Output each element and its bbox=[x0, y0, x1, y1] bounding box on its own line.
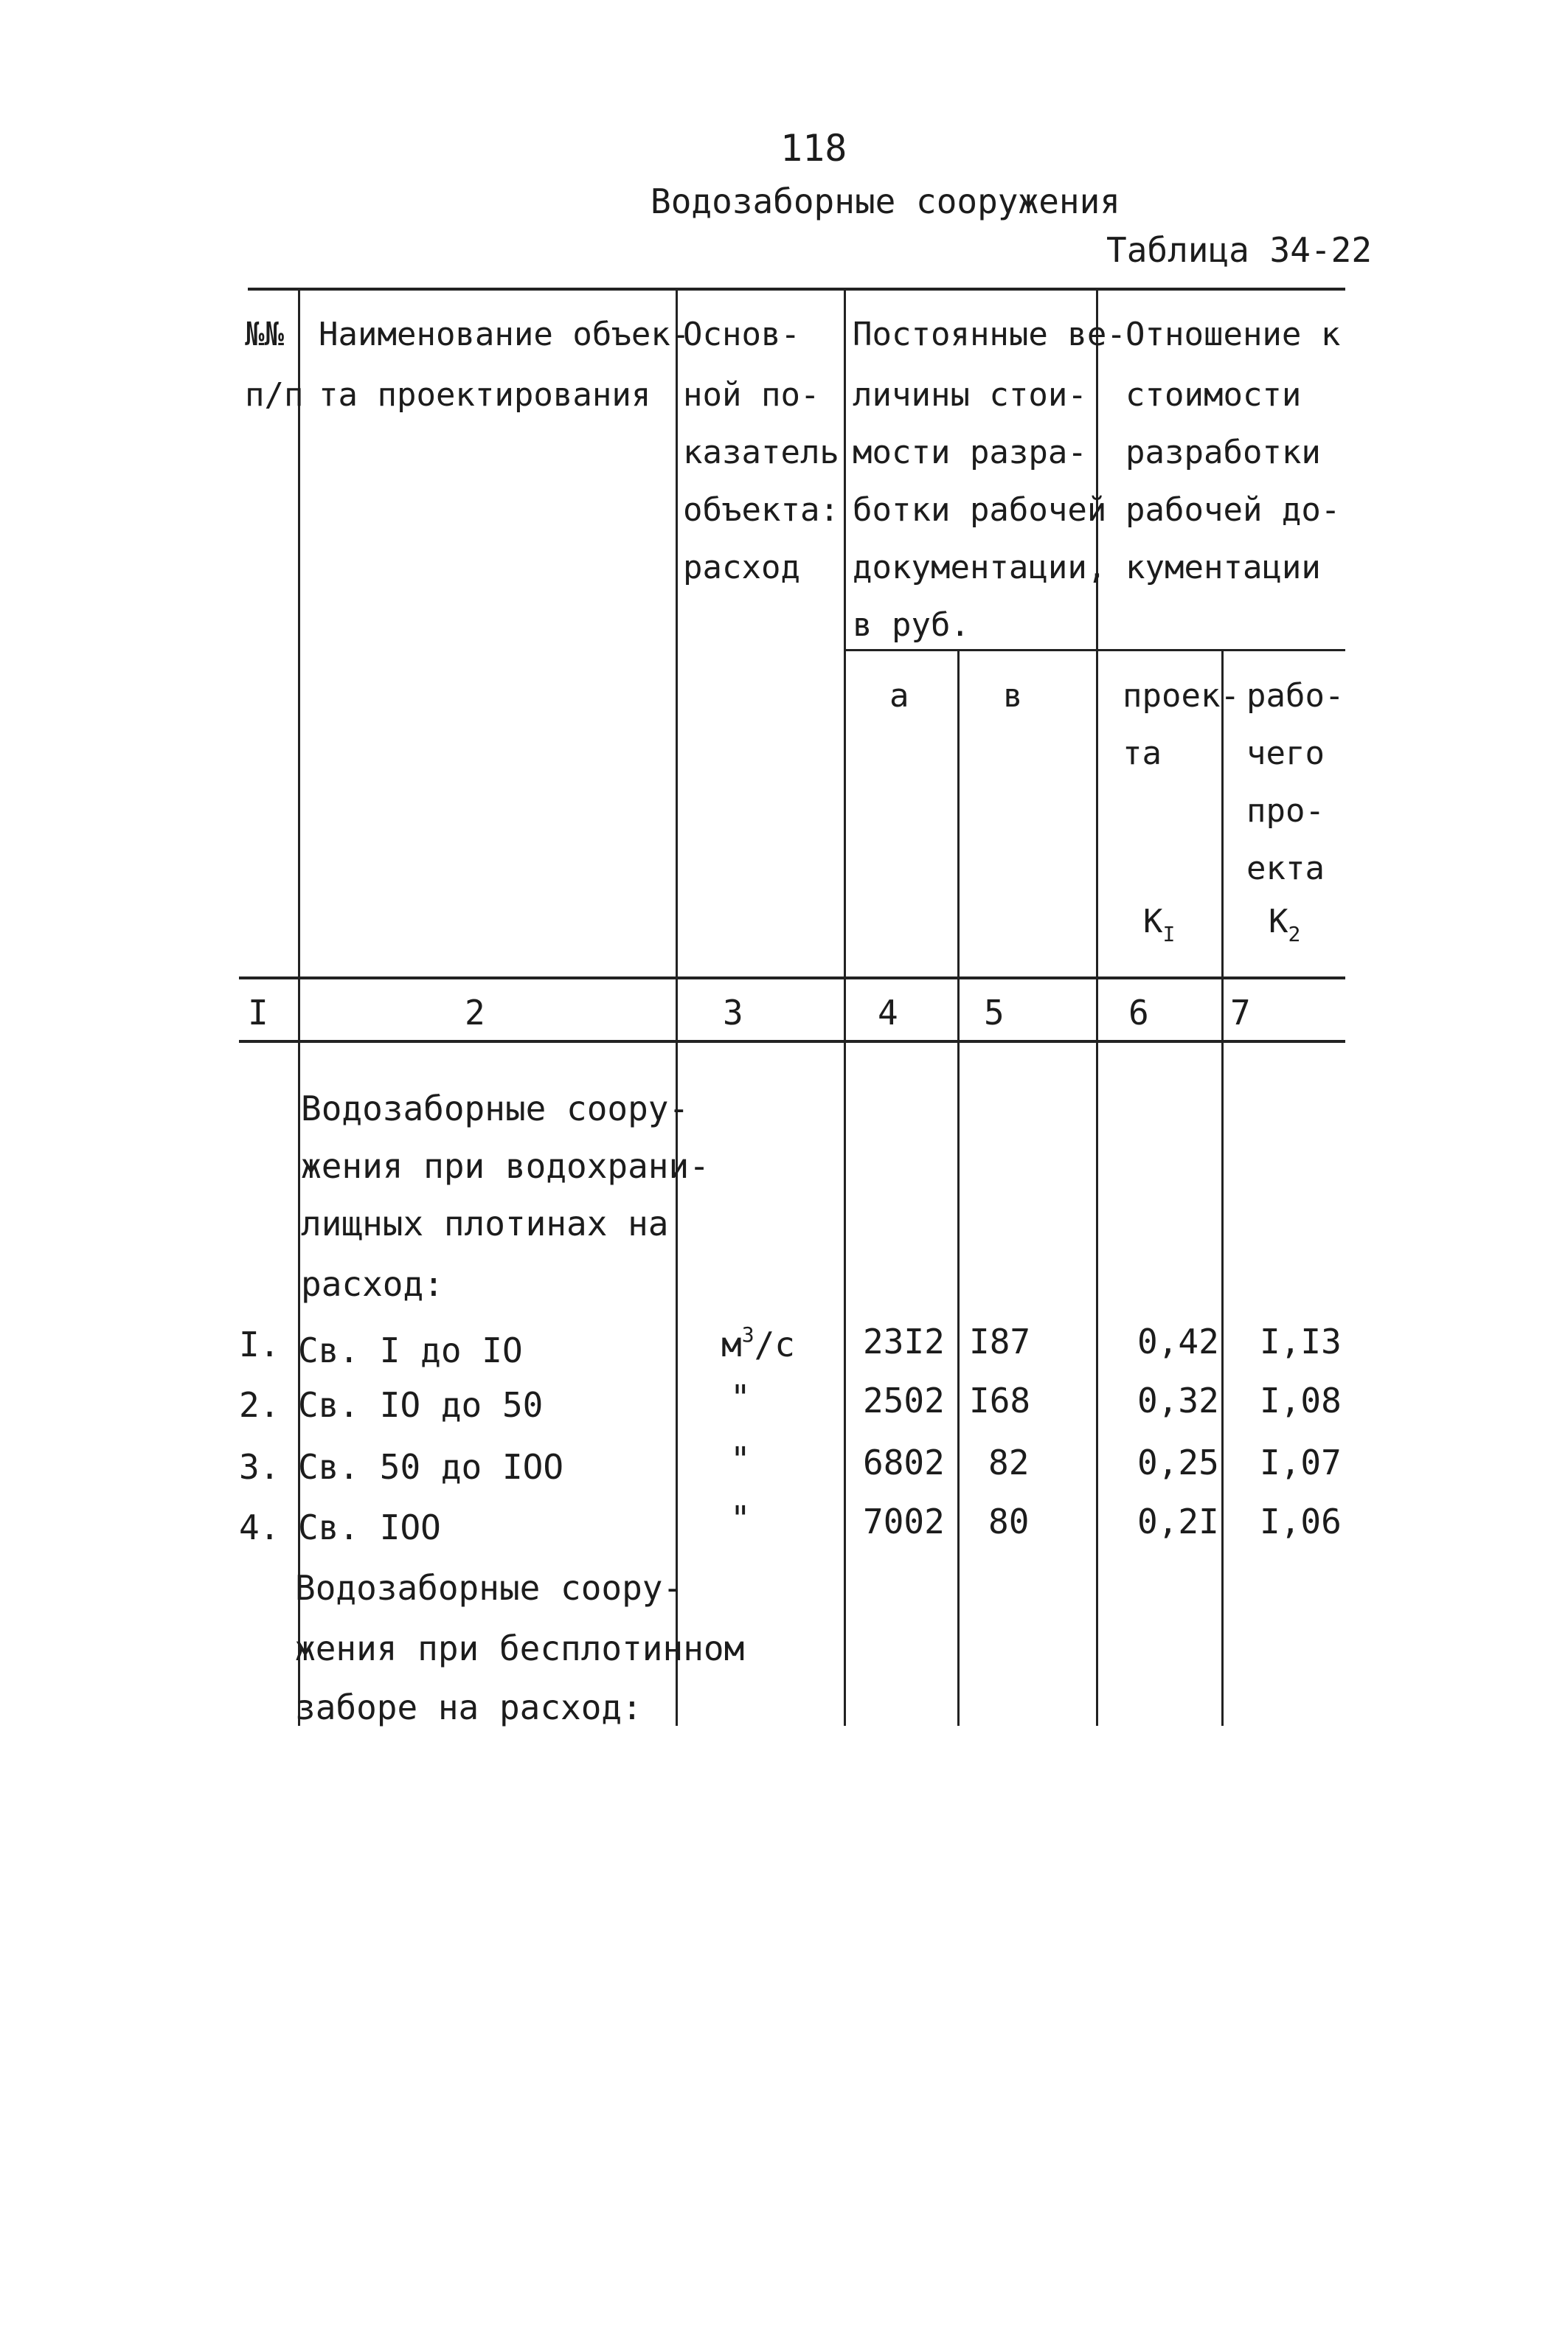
colnum-6: 6 bbox=[1128, 993, 1149, 1033]
header-col45-line1: Постоянные ве- bbox=[853, 316, 1126, 353]
header-col1-line2: п/п bbox=[245, 376, 304, 414]
group1-line3: лищных плотинах на bbox=[301, 1204, 669, 1243]
header-k1: $K_I$ bbox=[1143, 903, 1176, 946]
row3-b: 82 bbox=[988, 1443, 1030, 1482]
row2-a: 2502 bbox=[863, 1381, 945, 1420]
group1-line4: расход: bbox=[301, 1264, 444, 1304]
row1-k2: I,I3 bbox=[1260, 1322, 1342, 1361]
header-bottom-rule bbox=[239, 976, 1345, 979]
row3-k2: I,07 bbox=[1260, 1443, 1342, 1482]
colnum-2: 2 bbox=[465, 993, 485, 1033]
header-col67-line4: рабочей до- bbox=[1125, 491, 1341, 529]
row3-a: 6802 bbox=[863, 1443, 945, 1482]
group1-line2: жения при водохрани- bbox=[301, 1146, 710, 1186]
header-col67-line1: Отношение к bbox=[1125, 316, 1341, 353]
group2-line2: жения при бесплотинном bbox=[295, 1628, 745, 1668]
header-col3-line3: казатель bbox=[683, 434, 839, 471]
colnum-bottom-rule bbox=[239, 1040, 1345, 1043]
header-col45-line2: личины стои- bbox=[853, 376, 1087, 414]
header-col45-line5: документации, bbox=[853, 549, 1107, 586]
colnum-1: I bbox=[248, 993, 268, 1033]
page-number: 118 bbox=[780, 127, 847, 170]
colnum-3: 3 bbox=[723, 993, 743, 1033]
header-col5: в bbox=[1003, 677, 1023, 715]
header-col3-line5: расход bbox=[683, 549, 800, 586]
row2-k1: 0,32 bbox=[1137, 1381, 1219, 1420]
header-col6-line1: проек- bbox=[1123, 677, 1240, 715]
row2-k2: I,08 bbox=[1260, 1381, 1342, 1420]
colnum-5: 5 bbox=[984, 993, 1005, 1033]
header-col45-line4: ботки рабочей bbox=[853, 491, 1107, 529]
table-top-rule bbox=[248, 288, 1345, 291]
header-col3-line4: объекта: bbox=[683, 491, 839, 529]
row4-unit: " bbox=[730, 1499, 751, 1538]
header-col45-line3: мости разра- bbox=[853, 434, 1087, 471]
col-divider-3 bbox=[844, 288, 846, 1726]
header-col3-line1: Основ- bbox=[683, 316, 800, 353]
col-divider-6 bbox=[1221, 649, 1224, 1726]
row4-a: 7002 bbox=[863, 1502, 945, 1541]
header-col2-line1: Наименование объек- bbox=[319, 316, 690, 353]
row3-name: Св. 50 до IOO bbox=[298, 1447, 564, 1487]
colnum-7: 7 bbox=[1230, 993, 1251, 1033]
header-col45-line6: в руб. bbox=[853, 606, 970, 644]
section-title: Водозаборные сооружения bbox=[651, 181, 1120, 221]
row3-k1: 0,25 bbox=[1137, 1443, 1219, 1482]
row3-number: 3. bbox=[239, 1447, 280, 1487]
header-col2-line2: та проектирования bbox=[319, 376, 651, 414]
row4-b: 80 bbox=[988, 1502, 1030, 1541]
group2-line3: заборе на расход: bbox=[295, 1687, 642, 1727]
row4-k1: 0,2I bbox=[1137, 1502, 1219, 1541]
row3-unit: " bbox=[730, 1440, 751, 1479]
header-col4: а bbox=[889, 677, 909, 715]
row4-k2: I,06 bbox=[1260, 1502, 1342, 1541]
header-col6-line2: та bbox=[1123, 735, 1162, 772]
col-divider-4 bbox=[957, 649, 960, 1726]
row2-unit: " bbox=[730, 1378, 751, 1418]
table-label: Таблица 34-22 bbox=[1106, 230, 1373, 270]
row1-number: I. bbox=[239, 1325, 280, 1364]
header-k2: $K_2$ bbox=[1269, 903, 1301, 946]
group2-line1: Водозаборные соору- bbox=[295, 1568, 684, 1608]
row2-b: I68 bbox=[969, 1381, 1031, 1420]
col-divider-2 bbox=[676, 288, 678, 1726]
colnum-4: 4 bbox=[878, 993, 898, 1033]
header-subdivider bbox=[844, 649, 1345, 651]
row1-unit: $м^3/с$ bbox=[721, 1322, 795, 1364]
header-col67-line3: разработки bbox=[1125, 434, 1321, 471]
row1-a: 23I2 bbox=[863, 1322, 945, 1361]
row4-name: Св. IOO bbox=[298, 1508, 441, 1547]
header-col67-line2: стоимости bbox=[1125, 376, 1302, 414]
group1-line1: Водозаборные соору- bbox=[301, 1089, 690, 1128]
row1-k1: 0,42 bbox=[1137, 1322, 1219, 1361]
row1-b: I87 bbox=[969, 1322, 1031, 1361]
header-col67-line5: кументации bbox=[1125, 549, 1321, 586]
row2-name: Св. IO до 50 bbox=[298, 1385, 544, 1425]
row2-number: 2. bbox=[239, 1385, 280, 1425]
header-col7-line1: рабо- bbox=[1246, 677, 1345, 715]
header-col1-line1: №№ bbox=[245, 316, 284, 353]
header-col7-line3: про- bbox=[1246, 792, 1325, 830]
row4-number: 4. bbox=[239, 1508, 280, 1547]
row1-name: Св. I до IO bbox=[298, 1331, 523, 1370]
header-col7-line2: чего bbox=[1246, 735, 1325, 772]
header-col7-line4: екта bbox=[1246, 850, 1325, 887]
header-col3-line2: ной по- bbox=[683, 376, 820, 414]
